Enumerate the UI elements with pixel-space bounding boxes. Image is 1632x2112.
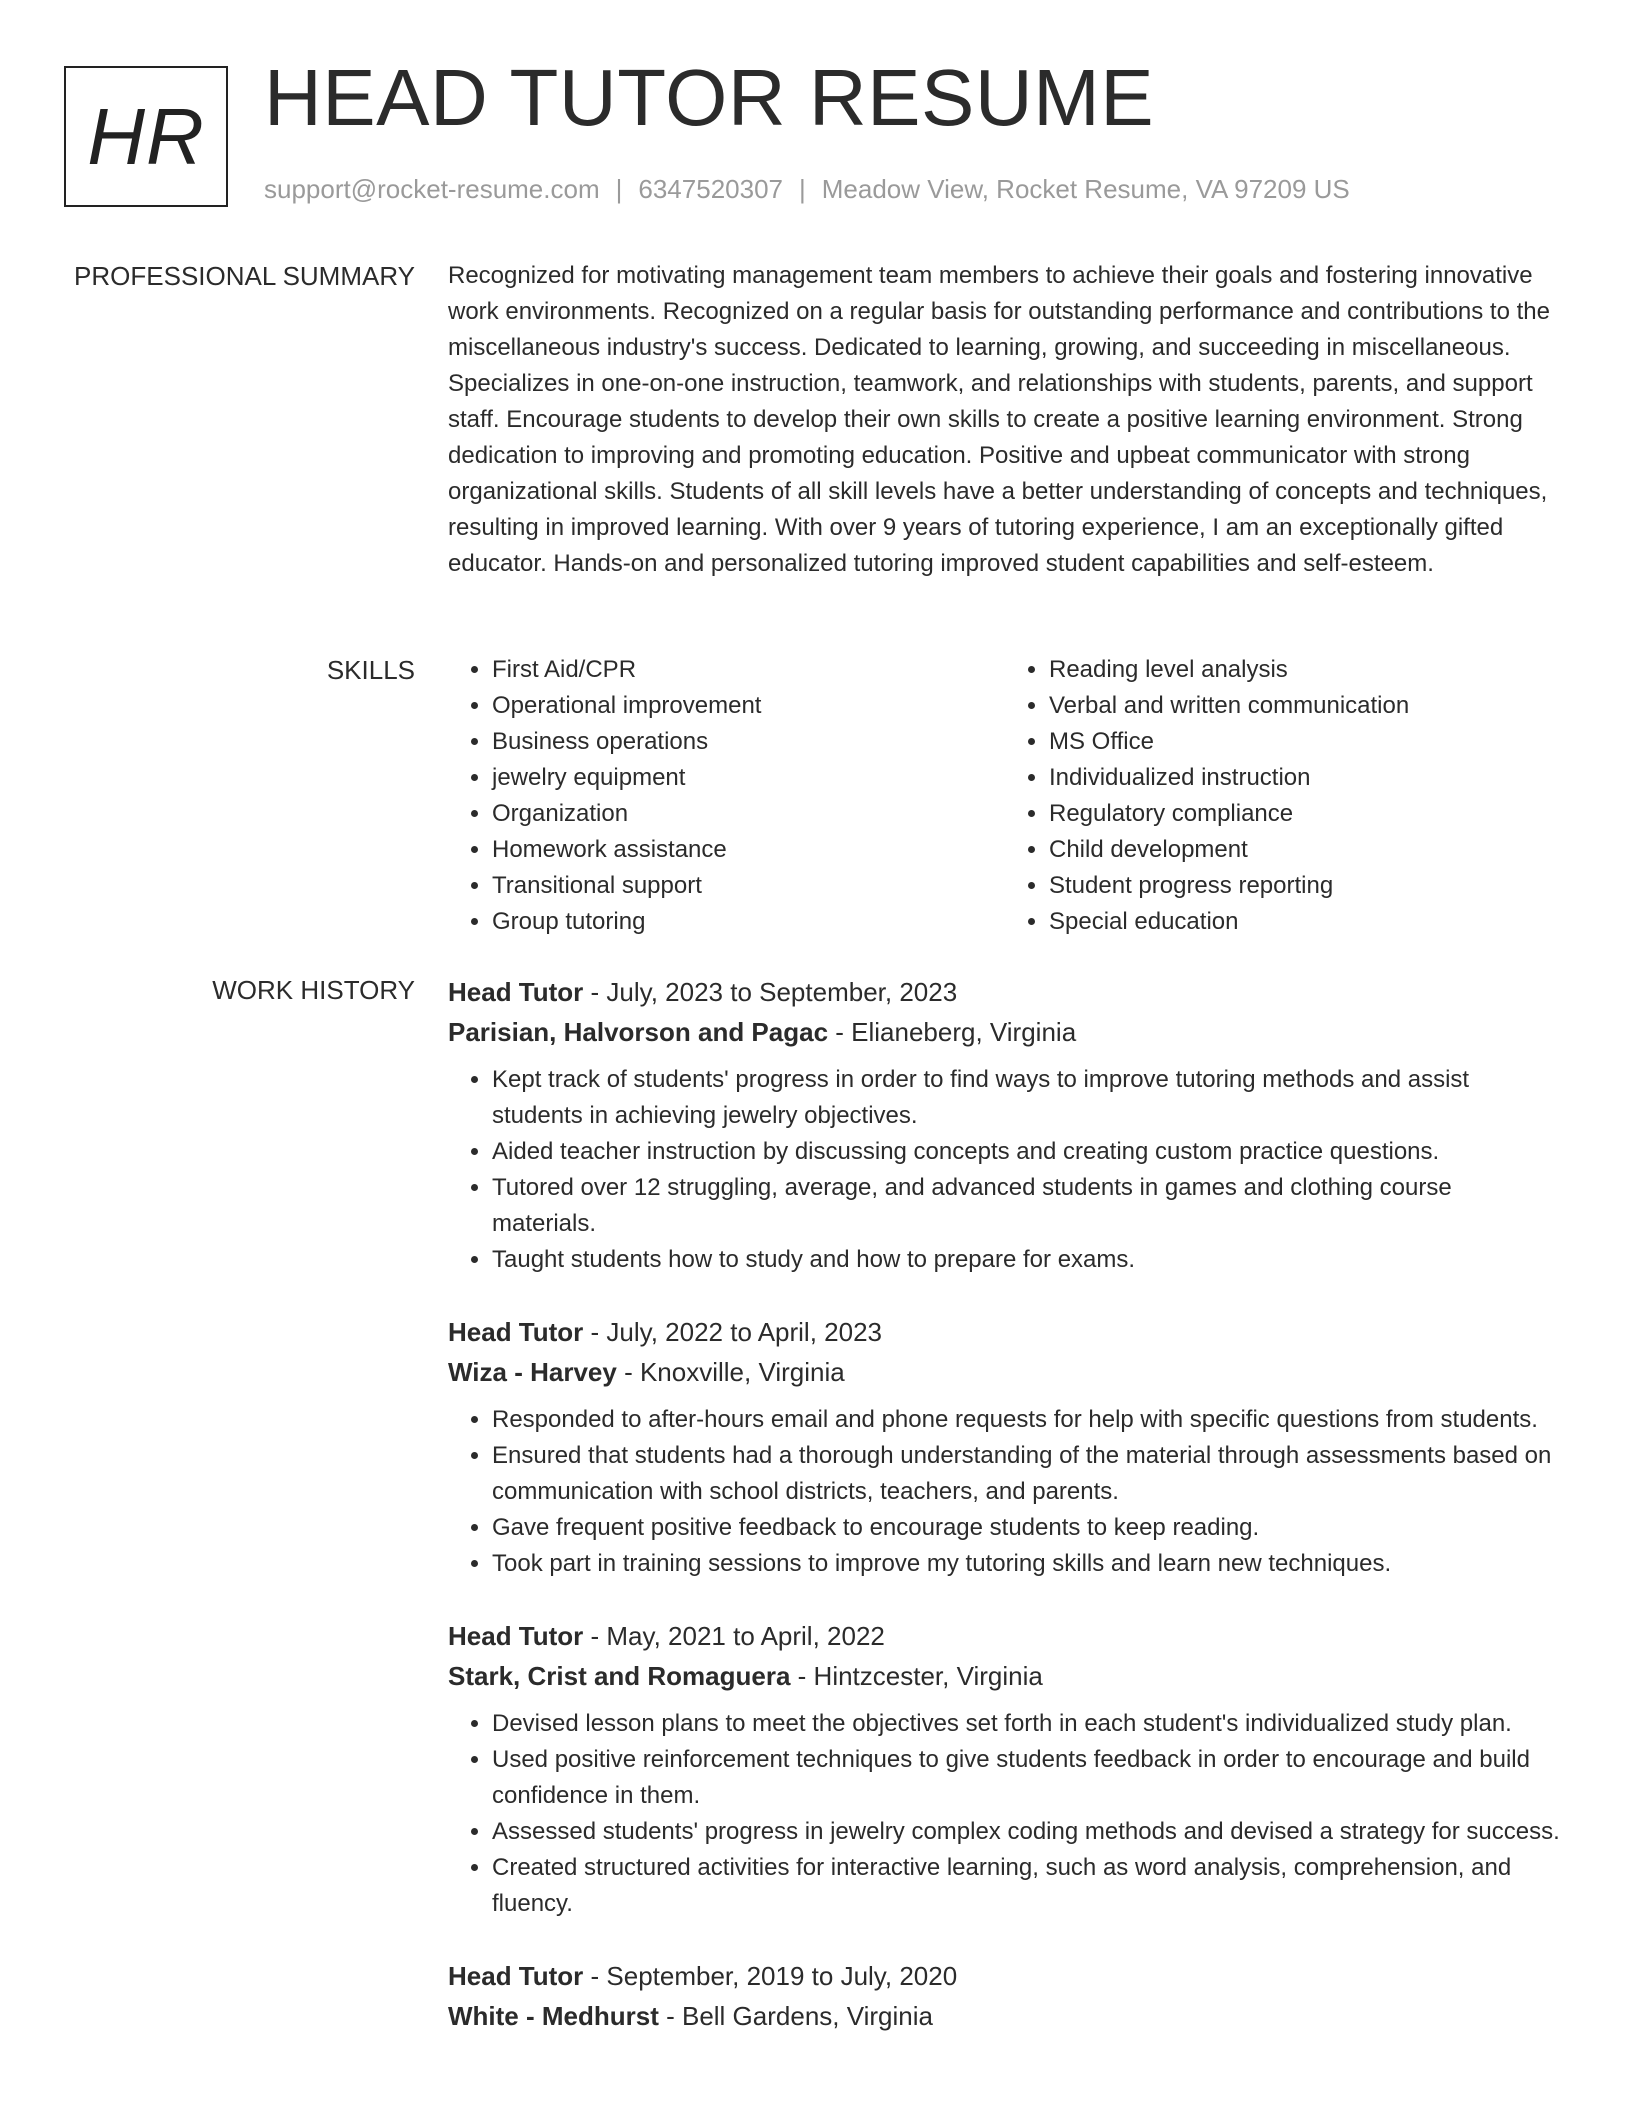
contact-separator: | [615, 174, 623, 204]
job-bullet: • Kept track of students' progress in order to find ways to improve tutoring methods and assist students in achieving jewelry objectives. [492, 1062, 1562, 1134]
skill-item: • Business operations [492, 724, 1005, 760]
skill-item: • Organization [492, 796, 1005, 832]
contact-separator: | [799, 174, 806, 204]
job-location: - Knoxville, Virginia [616, 1357, 845, 1387]
job-company-line [448, 1012, 1562, 1052]
job-bullet: • Assessed students' progress in jewelry complex coding methods and devised a strategy for success. [492, 1814, 1562, 1850]
skill-item: • Group tutoring [492, 904, 1005, 940]
job-company: Wiza - Harvey [448, 1357, 617, 1387]
skill-item: • Homework assistance [492, 832, 1005, 868]
job-bullet-list [448, 1706, 1562, 1922]
skills-list-left [448, 652, 1005, 940]
job-title-line [448, 1956, 1562, 1996]
job-dates: - May, 2021 to April, 2022 [583, 1621, 885, 1651]
job-bullet: • Aided teacher instruction by discussing concepts and creating custom practice questions. [492, 1134, 1562, 1170]
job-entry [448, 1956, 1562, 2036]
job-dates: - July, 2022 to April, 2023 [583, 1317, 882, 1347]
skill-item: • MS Office [1049, 724, 1562, 760]
skill-item: • Student progress reporting [1049, 868, 1562, 904]
summary-text: Recognized for motivating management team members to achieve their goals and fostering innovative work environments. Recognized on a regular basis for outstanding performance and contributions to the miscellaneous industry's success. Dedicated to learning, growing, and succeeding in miscellaneous. Specializes in one-on-one instruction, teamwork, and relationships with students, parents, and support staff. Encourage students to develop their own skills to create a positive learning environment. Strong dedication to improving and promoting education. Positive and upbeat communicator with strong organizational skills. Students of all skill levels have a better understanding of concepts and techniques, resulting in improved learning. With over 9 years of tutoring experience, I am an exceptionally gifted educator. Hands-on and personalized tutoring improved student capabilities and self-esteem. [448, 262, 1550, 577]
skill-item: • Individualized instruction [1049, 760, 1562, 796]
skill-item: • jewelry equipment [492, 760, 1005, 796]
skill-item: • Verbal and written communication [1049, 688, 1562, 724]
work-history-body [448, 972, 1562, 2070]
job-bullet-list [448, 1062, 1562, 1278]
job-dates: - July, 2023 to September, 2023 [583, 977, 958, 1007]
contact-line [264, 174, 1350, 205]
job-title: Head Tutor [448, 1317, 584, 1347]
job-location: - Bell Gardens, Virginia [658, 2001, 933, 2031]
job-bullet: • Devised lesson plans to meet the objectives set forth in each student's individualized study plan. [492, 1706, 1562, 1742]
job-title-line [448, 1312, 1562, 1352]
contact-address: Meadow View, Rocket Resume, VA 97209 US [821, 174, 1350, 204]
job-bullet: • Used positive reinforcement techniques to give students feedback in order to encourage and build confidence in them. [492, 1742, 1562, 1814]
contact-phone[interactable]: 6347520307 [638, 174, 783, 204]
job-bullet: • Gave frequent positive feedback to encourage students to keep reading. [492, 1510, 1562, 1546]
job-bullet-list [448, 1402, 1562, 1582]
skill-item: • First Aid/CPR [492, 652, 1005, 688]
skill-item: • Transitional support [492, 868, 1005, 904]
section-label-skills: SKILLS [326, 655, 415, 685]
job-bullet: • Created structured activities for interactive learning, such as word analysis, comprehension, and fluency. [492, 1850, 1562, 1922]
resume-title: HEAD TUTOR RESUME [264, 53, 1155, 142]
skill-item: • Reading level analysis [1049, 652, 1562, 688]
monogram-box [64, 66, 228, 207]
section-label-work: WORK HISTORY [212, 975, 415, 1005]
job-bullet: • Tutored over 12 struggling, average, and advanced students in games and clothing course materials. [492, 1170, 1562, 1242]
skills-list-right [1005, 652, 1562, 940]
monogram-initials: HR [87, 91, 205, 181]
job-title: Head Tutor [448, 977, 584, 1007]
job-company-line [448, 1352, 1562, 1392]
skill-item: • Special education [1049, 904, 1562, 940]
job-company: Stark, Crist and Romaguera [448, 1661, 791, 1691]
job-company: White - Medhurst [448, 2001, 659, 2031]
skill-item: • Regulatory compliance [1049, 796, 1562, 832]
job-bullet: • Responded to after-hours email and phone requests for help with specific questions from students. [492, 1402, 1562, 1438]
job-title: Head Tutor [448, 1961, 584, 1991]
job-company-line [448, 1656, 1562, 1696]
job-title-line [448, 1616, 1562, 1656]
job-company: Parisian, Halvorson and Pagac [448, 1017, 829, 1047]
job-bullet: • Ensured that students had a thorough understanding of the material through assessments based on communication with school districts, teachers, and parents. [492, 1438, 1562, 1510]
job-location: - Hintzcester, Virginia [790, 1661, 1043, 1691]
job-entry [448, 1312, 1562, 1582]
skills-columns [448, 652, 1562, 940]
contact-email[interactable]: support@rocket-resume.com [264, 174, 600, 204]
job-title-line [448, 972, 1562, 1012]
skill-item: • Child development [1049, 832, 1562, 868]
job-title: Head Tutor [448, 1621, 584, 1651]
job-company-line [448, 1996, 1562, 2036]
job-entry [448, 1616, 1562, 1922]
job-dates: - September, 2019 to July, 2020 [583, 1961, 958, 1991]
job-entry [448, 972, 1562, 1278]
job-bullet: • Taught students how to study and how to prepare for exams. [492, 1242, 1562, 1278]
summary-body [448, 258, 1562, 582]
section-label-summary: PROFESSIONAL SUMMARY [74, 261, 415, 291]
skill-item: • Operational improvement [492, 688, 1005, 724]
job-location: - Elianeberg, Virginia [828, 1017, 1077, 1047]
job-bullet: • Took part in training sessions to improve my tutoring skills and learn new techniques. [492, 1546, 1562, 1582]
